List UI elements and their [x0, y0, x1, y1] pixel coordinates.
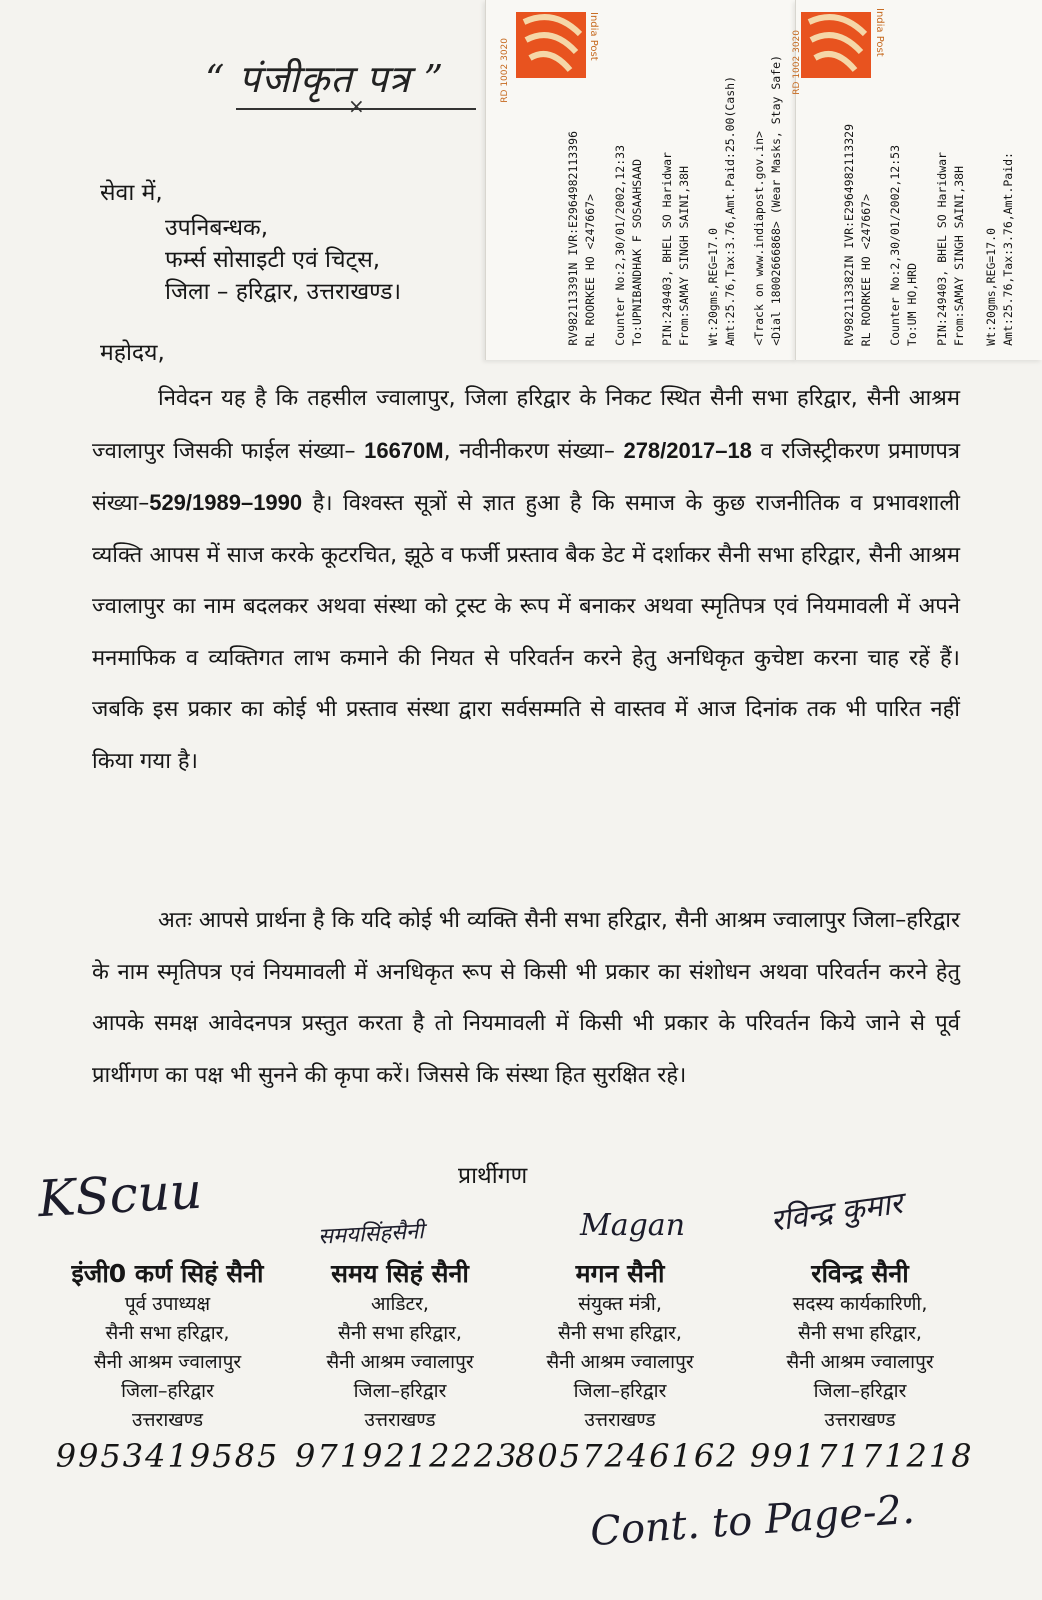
body-paragraph-1 — [92, 373, 960, 787]
signatory-org: सैनी आश्रम ज्वालापुर — [326, 1351, 474, 1373]
signatory-name: इंजी0 कर्ण सिहं सैनी — [71, 1259, 264, 1288]
receipt-line: Wt:20gms,REG=17.0 — [706, 228, 720, 346]
receipt-line: PIN:249403, BHEL SO Haridwar — [935, 152, 949, 346]
receipt-line: <Dial 18002666868> (Wear Masks, Stay Safe) — [769, 55, 783, 346]
receipt-line: RL ROORKEE HO <247667> — [583, 193, 597, 346]
signatory-phone: 8057246162 — [515, 1437, 739, 1475]
signatory-org: सैनी आश्रम ज्वालापुर — [786, 1351, 934, 1373]
paragraph-text: , नवीनीकरण संख्या– — [443, 438, 615, 464]
india-post-logo-icon — [801, 12, 871, 78]
signature-4: रविन्द्र कुमार — [768, 1185, 905, 1240]
receipt-line: From:SAMAY SINGH SAINI,38H — [677, 165, 691, 346]
postal-receipt-2 — [792, 0, 1042, 360]
signatory-phone: 9953419585 — [55, 1437, 280, 1475]
signatory-district: जिला–हरिद्वार — [353, 1380, 447, 1402]
receipt-line: Amt:25.76,Tax:3.76,Amt.Paid:25.00(Cash) — [723, 75, 737, 346]
signatory-designation: आडिटर, — [371, 1293, 429, 1315]
signatory-org: सैनी सभा हरिद्वार, — [105, 1322, 230, 1344]
receipt-line: <Track on www.indiapost.gov.in> — [752, 131, 766, 346]
signatory-district: जिला–हरिद्वार — [573, 1380, 667, 1402]
receipt-code-tag: RD 1002 3020 — [792, 30, 802, 95]
registered-letter-heading: “ पंजीकृत पत्र ” — [205, 57, 445, 101]
recipient-title: उपनिबन्धक, — [165, 215, 269, 241]
signatory-state: उत्तराखण्ड — [364, 1409, 436, 1431]
paragraph-text: अतः आपसे प्रार्थना है कि यदि कोई भी व्यक्ति सैनी सभा हरिद्वार, सैनी आश्रम ज्वालापुर जिला–हरिद्वार के नाम स्मृतिपत्र एवं नियमावली में अनधिकृत रूप से किसी भी प्रकार का संशोधन अथवा परिवर्तन करने हेतु आपके समक्ष आवेदनपत्र प्रस्तुत करता है तो नियमावली में किसी भी प्रकार के परिवर्तन किये जाने से पूर्व प्रार्थीगण का पक्ष भी सुनने की कृपा करें। जिससे कि संस्था हित सुरक्षित रहे। — [92, 908, 960, 1088]
signatory-org: सैनी सभा हरिद्वार, — [798, 1322, 922, 1344]
heading-mark: × — [348, 94, 365, 118]
signatory-district: जिला–हरिद्वार — [813, 1380, 907, 1402]
signatory-state: उत्तराखण्ड — [824, 1409, 896, 1431]
signatory-org: सैनी आश्रम ज्वालापुर — [93, 1351, 242, 1373]
signatory-org: सैनी आश्रम ज्वालापुर — [546, 1351, 694, 1373]
india-post-logo-icon — [516, 12, 586, 78]
receipt-line: To:UM HO,HRD — [905, 262, 919, 346]
receipt-line: RV982113391N IVR:E2964982113396 — [566, 131, 580, 346]
signatory-state: उत्तराखण्ड — [584, 1409, 656, 1431]
receipt-line: Amt:25.76,Tax:3.76,Amt.Paid: — [1001, 152, 1015, 346]
receipt-code-tag: RD 1002 3020 — [500, 38, 510, 103]
signatory-state: उत्तराखण्ड — [132, 1409, 203, 1431]
receipt-line: Wt:20gms,REG=17.0 — [984, 228, 998, 346]
signatory-phone: 9719212223 — [295, 1437, 519, 1475]
signatory-org: सैनी सभा हरिद्वार, — [558, 1322, 682, 1344]
receipt-line: From:SAMAY SINGH SAINI,38H — [952, 165, 966, 346]
signatory-name: रविन्द्र सैनी — [811, 1259, 909, 1288]
recipient-office: फर्म्स सोसाइटी एवं चिट्स, — [165, 247, 381, 273]
receipt-line: Counter No:2,30/01/2002,12:33 — [613, 145, 627, 346]
paragraph-text: व रजिस्ट्रीकरण प्रमाणपत्र संख्या– — [92, 438, 961, 516]
salutation: सेवा में, — [100, 180, 163, 206]
receipt-line: To:UPNIBANDHAK F SOSAAHSAAD — [630, 159, 644, 346]
signatory-name: समय सिहं सैनी — [331, 1259, 469, 1288]
signatory-name: मगन सैनी — [575, 1259, 665, 1288]
signature-3: Magan — [580, 1208, 686, 1243]
signature-1: KScuu — [36, 1161, 204, 1229]
registration-number: 529/1989–1990 — [149, 490, 303, 515]
postal-receipt-1 — [485, 0, 796, 360]
receipt-line: RV982113382IN IVR:E2964982113329 — [842, 124, 856, 346]
signatory-org: सैनी सभा हरिद्वार, — [338, 1322, 462, 1344]
india-post-label: India Post — [588, 12, 599, 61]
petitioners-heading: प्रार्थीगण — [458, 1163, 528, 1189]
receipt-line: PIN:249403, BHEL SO Haridwar — [660, 152, 674, 346]
signatory-4 — [750, 1256, 974, 1475]
signatory-2 — [295, 1256, 519, 1475]
recipient-district: जिला – हरिद्वार, उत्तराखण्ड। — [165, 279, 402, 305]
signatory-designation: सदस्य कार्यकारिणी, — [792, 1293, 928, 1315]
paragraph-text: है। विश्वस्त सूत्रों से ज्ञात हुआ है कि समाज के कुछ राजनीतिक व प्रभावशाली व्यक्ति आपस में साज करके कूटरचित, झूठे व फर्जी प्रस्ताव बैक डेट में दर्शाकर सैनी सभा हरिद्वार, सैनी आश्रम ज्वालापुर का नाम बदलकर अथवा संस्था को ट्रस्ट के रूप में बनाकर अथवा स्मृतिपत्र एवं नियमावली में अपने मनमाफिक व व्यक्तिगत लाभ कमाने की नियत से परिवर्तन करने हेतु अनधिकृत कुचेष्टा करना चाह रहें हैं। जबकि इस प्रकार का कोई भी प्रस्ताव संस्था द्वारा सर्वसम्मति से वास्तव में आज दिनांक तक भी पारित नहीं किया गया है। — [92, 491, 960, 774]
signatory-3 — [515, 1256, 739, 1475]
renewal-number: 278/2017–18 — [623, 437, 752, 463]
signatory-district: जिला–हरिद्वार — [121, 1380, 214, 1402]
india-post-label: India Post — [874, 8, 885, 57]
signature-2: समयसिंहसैनी — [317, 1219, 425, 1250]
file-number: 16670M — [364, 437, 444, 463]
paragraph-text: निवेदन यह है कि तहसील ज्वालापुर, जिला हरिद्वार के निकट स्थित सैनी सभा हरिद्वार, सैनी आश्रम ज्वालापुर जिसकी फाईल संख्या– — [92, 386, 960, 464]
signatory-phone: 9917171218 — [750, 1437, 974, 1475]
continuation-note: Cont. to Page-2. — [588, 1486, 916, 1556]
receipt-line: RL ROORKEE HO <247667> — [859, 193, 873, 346]
signatory-designation: पूर्व उपाध्यक्ष — [124, 1293, 211, 1315]
greeting: महोदय, — [100, 340, 165, 366]
signatory-1 — [40, 1256, 295, 1475]
signatory-designation: संयुक्त मंत्री, — [578, 1293, 662, 1315]
body-paragraph-2 — [92, 895, 960, 1101]
receipt-line: Counter No:2,30/01/2002,12:53 — [888, 145, 902, 346]
